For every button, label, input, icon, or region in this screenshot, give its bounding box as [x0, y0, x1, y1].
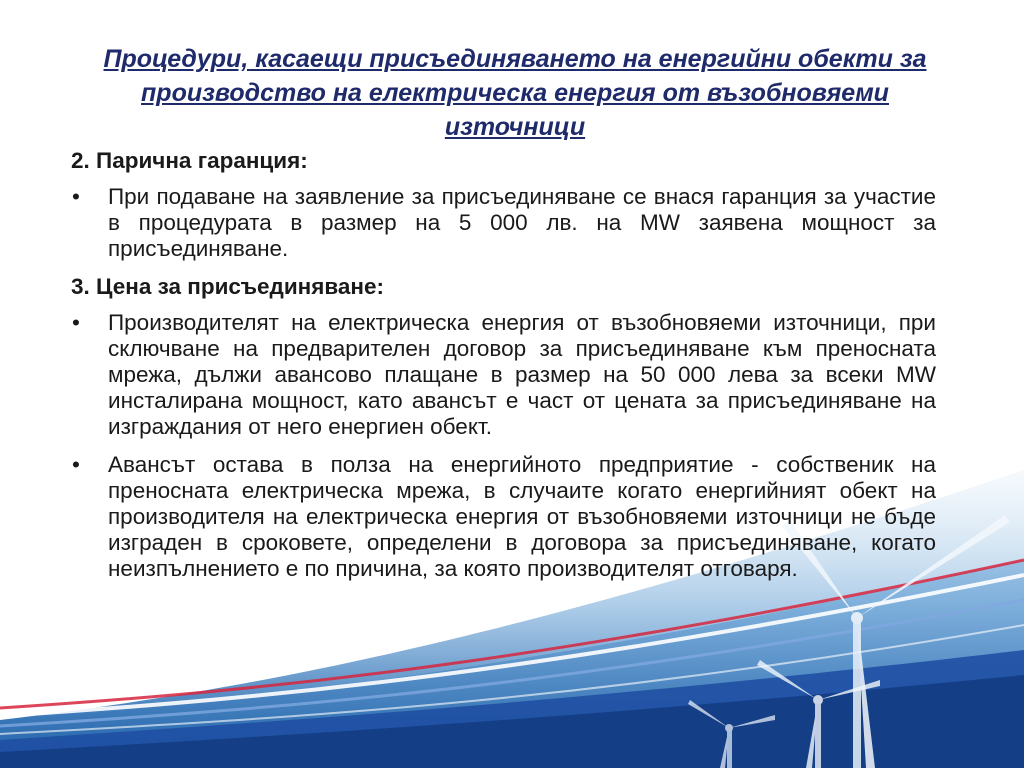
list-item — [68, 310, 936, 440]
bullet-text: Авансът остава в полза на енергийното предприятие - собственик на преносната електрическа мрежа, в случаите когато енергийният обект на производителя на електрическа енергия от възобновяеми източници не бъде изграден в сроковете, определени в договора за присъединяване, когато неизпълнението е по причина, за която производителят отговаря. — [108, 452, 936, 581]
slide-title: Процедури, касаещи присъединяването на енергийни обекти за производство на електрическа енергия от възобновяеми източници — [103, 45, 927, 141]
bullet-icon: • — [72, 184, 80, 209]
list-item — [68, 452, 936, 582]
slide-content — [68, 148, 936, 594]
bullet-text: Производителят на електрическа енергия от възобновяеми източници, при сключване на предварителен договор за присъединяване към преносната мрежа, дължи авансово плащане в размер на 50 000 лева за всеки MW инсталирана мощност, като авансът е част от цената за присъединяване на изграждания от него енергиен обект. — [108, 310, 936, 439]
section-heading-deposit: 2. Парична гаранция: — [71, 148, 308, 173]
bullet-icon: • — [72, 452, 80, 477]
bullet-text: При подаване на заявление за присъединяване се внася гаранция за участие в процедурата в размер на 5 000 лв. на MW заявена мощност за присъединяване. — [108, 184, 936, 261]
section-heading-connection-price: 3. Цена за присъединяване: — [71, 274, 385, 299]
list-item — [68, 184, 936, 262]
bullet-icon: • — [72, 310, 80, 335]
